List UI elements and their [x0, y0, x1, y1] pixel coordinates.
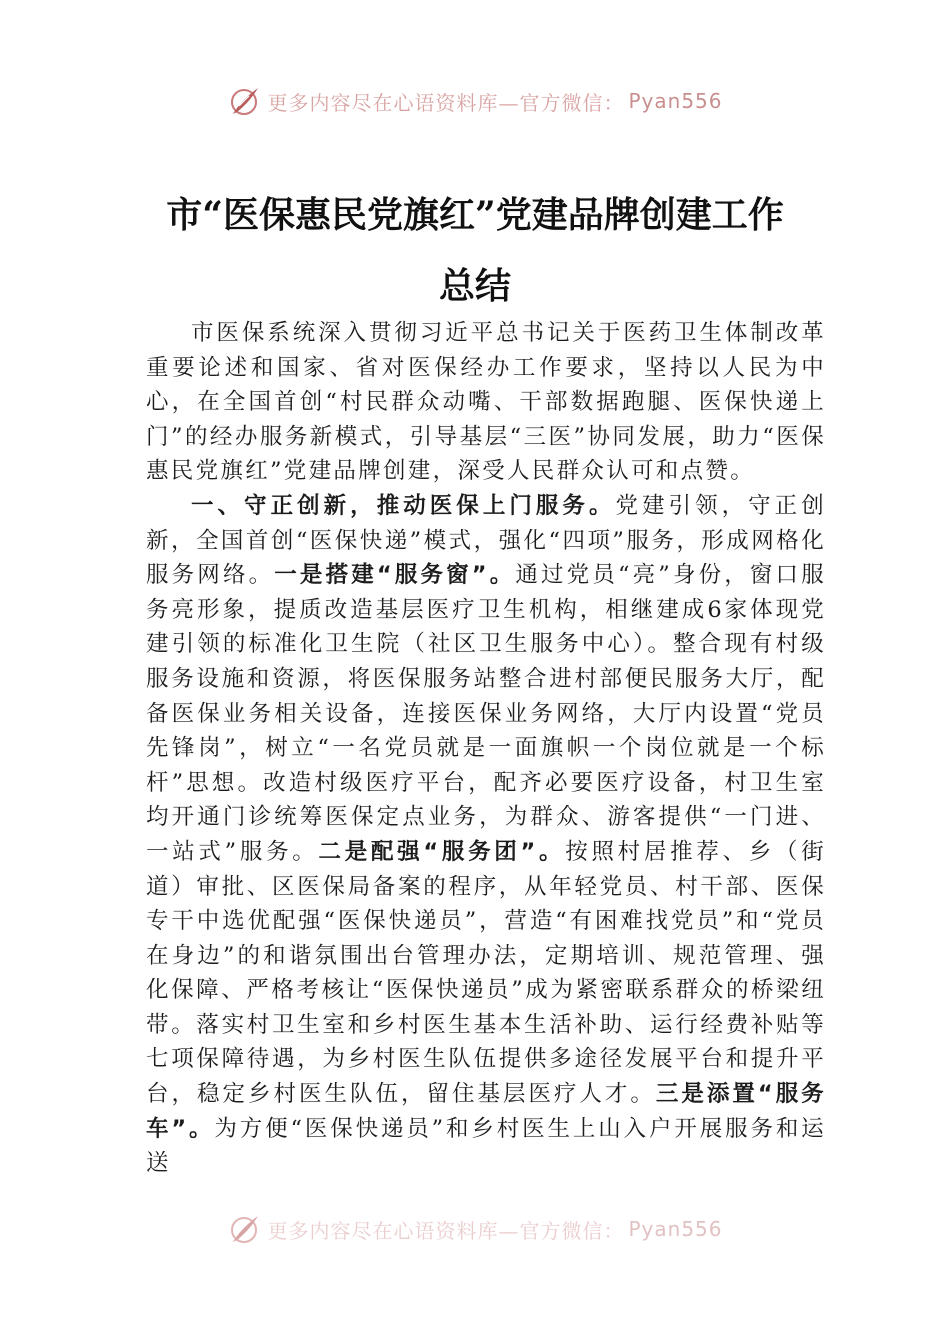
- section-heading: 一、守正创新，推动医保上门服务。: [191, 492, 616, 519]
- paragraph-intro: 市医保系统深入贯彻习近平总书记关于医药卫生体制改革重要论述和国家、省对医保经办工作要求，坚持以人民为中心，在全国首创“村民群众动嘴、干部数据跑腿、医保快递上门”的经办服务新模式，引导基层“三医”协同发展，助力“医保惠民党旗红”党建品牌创建，深受人民群众认可和点赞。: [146, 320, 826, 485]
- watermark-handle: Pyan556: [628, 1217, 723, 1241]
- document-body: [146, 316, 826, 1181]
- watermark-handle: Pyan556: [628, 89, 723, 113]
- watermark-text: 更多内容尽在心语资料库—官方微信：: [267, 1218, 625, 1243]
- point-one-title: 一是搭建“服务窗”。: [274, 562, 516, 589]
- feather-logo-icon: [227, 1212, 261, 1246]
- document-title-line1: 市“医保惠民党旗红”党建品牌创建工作: [166, 194, 784, 236]
- section-intro: 党建引领，守正创新，全国首创“医保快递”模式，强化“四项”服务，形成网格化服务网络。: [146, 492, 826, 589]
- watermark-header: [0, 84, 950, 118]
- point-two-title: 二是配强“服务团”。: [318, 838, 566, 865]
- document-title-line2: 总结: [438, 265, 511, 307]
- point-one-text: 通过党员“亮”身份，窗口服务亮形象，提质改造基层医疗卫生机构，相继建成6家体现党建引领的标准化卫生院（社区卫生服务中心）。整合现有村级服务设施和资源，将医保服务站整合进村部便民服务大厅，配备医保业务相关设备，连接医保业务网络，大厅内设置“党员先锋岗”，树立“一名党员就是一面旗帜一个岗位就是一个标杆”思想。改造村级医疗平台，配齐必要医疗设备，村卫生室均开通门诊统筹医保定点业务，为群众、游客提供“一门进、一站式”服务。: [146, 562, 827, 865]
- point-two-text: 按照村居推荐、乡（街道）审批、区医保局备案的程序，从年轻党员、村干部、医保专干中选优配强“医保快递员”，营造“有困难找党员”和“党员在身边”的和谐氛围出台管理办法，定期培训、规范管理、强化保障、严格考核让“医保快递员”成为紧密联系群众的桥梁纽带。落实村卫生室和乡村医生基本生活补助、运行经费补贴等七项保障待遇，为乡村医生队伍提供多途径发展平台和提升平台，稳定乡村医生队伍，留住基层医疗人才。: [146, 838, 826, 1108]
- watermark-footer: [0, 1212, 950, 1246]
- paragraph-section-one: [146, 489, 826, 1181]
- point-three-text: 为方便“医保快递员”和乡村医生上山入户开展服务和运送: [146, 1115, 826, 1177]
- watermark-text: 更多内容尽在心语资料库—官方微信：: [267, 90, 625, 115]
- point-three-title: 三是添置“服务车”。: [146, 1081, 826, 1142]
- feather-logo-icon: [227, 84, 261, 118]
